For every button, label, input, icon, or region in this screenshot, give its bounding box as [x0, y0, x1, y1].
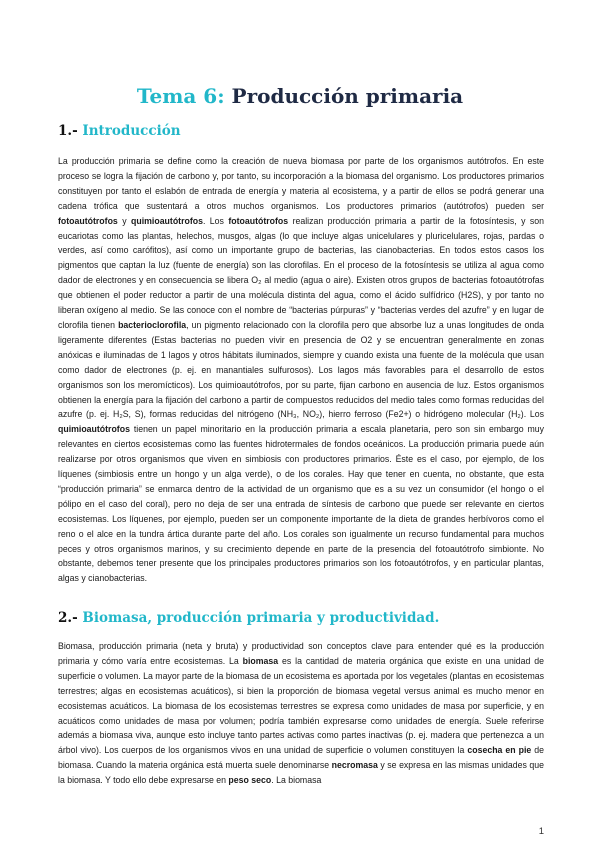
section-number: 2.-: [58, 610, 78, 626]
bold-term: bacterioclorofila: [118, 319, 187, 330]
section-number: 1.-: [58, 123, 78, 139]
title-prefix: Tema 6:: [136, 84, 225, 108]
section-title: Introducción: [82, 123, 181, 139]
section-heading-biomasa: [58, 610, 439, 626]
bold-term: fotoautótrofos: [228, 215, 289, 226]
bold-term: quimioautótrofos: [58, 424, 130, 435]
section-heading-introduccion: [58, 123, 181, 139]
paragraph-biomasa: Biomasa, producción primaria (neta y bruta) y productividad son conceptos clave para entender qué es la producción primaria y cómo varía entre ecosistemas. La biomasa es la cantidad de materia orgánica que existe en una unidad de superficie o volumen. La mayor parte de la biomasa de un ecosistema es aportada por los vegetales (plantas en ecosistemas terrestres; algas en ecosistemas acuáticos), si bien la proporción de biomasa vegetal versus animal es mucho menor en ecosistemas acuáticos. La biomasa de los ecosistemas terrestres se expresa como unidades de masa por superficie, y en acuáticos como unidades de masa por volumen; podría también expresarse como unidades de energía. Suele referirse además a biomasa viva, aunque esto incluye tanto partes activas como partes inactivas (p. ej. madera que pertenezca a un árbol vivo). Los cuerpos de los organismos vivos en una unidad de superficie o volumen constituyen la cosecha en pie de biomasa. Cuando la materia orgánica está muerta suele denominarse necromasa y se expresa en las mismas unidades que la biomasa. Y todo ello debe expresarse en peso seco. La biomasa: [58, 641, 544, 786]
bold-term: peso seco: [228, 775, 272, 786]
page-number: 1: [538, 826, 544, 837]
bold-term: quimioautótrofos: [131, 215, 203, 226]
bold-term: fotoautótrofos: [58, 215, 118, 226]
page-title: [0, 84, 600, 108]
bold-term: necromasa: [331, 760, 378, 771]
bold-term: cosecha en pie: [467, 745, 532, 756]
section-title: Biomasa, producción primaria y productividad.: [82, 610, 440, 626]
title-main: Producción primaria: [231, 84, 464, 108]
bold-term: biomasa: [242, 655, 279, 666]
paragraph-introduccion: La producción primaria se define como la creación de nueva biomasa por parte de los organismos autótrofos. En este proceso se logra la fijación de carbono y, por tanto, su incorporación a la biomasa del organismo. Los productores primarios constituyen por tanto el eslabón de entrada de energía y materia al ecosistema, y a partir de ellos se podrá generar una cadena trófica que sustentará a otros muchos organismos. Los productores primarios (autótrofos) pueden ser fotoautótrofos y quimioautótrofos. Los fotoautótrofos realizan producción primaria a partir de la fotosíntesis, y son eucariotas como las plantas, helechos, musgos, algas (lo que incluye algas unicelulares y pluricelulares, rojas, pardas o verdes, así como caróﬁtos), así como un importante grupo de bacterias, las cianobacterias. En todos estos casos los pigmentos que captan la luz (fuente de energía) son las clorofilas. En el proceso de la fotosíntesis se utiliza al agua como dador de electrones y en consecuencia se libera O₂ al medio (agua o aire). Existen otros grupos de bacterias fotoautótrofas que obtienen el poder reductor a partir de una molécula distinta del agua, como el ácido sulfídrico (H2S), y por tanto no liberan oxígeno al medio. Se las conoce con el nombre de “bacterias púrpuras” y “bacterias verdes del azufre” y en lugar de clorofila tienen bacterioclorofila, un pigmento relacionado con la clorofila pero que absorbe luz a unas longitudes de onda ligeramente diferentes (Estas bacterias no pueden vivir en presencia de O2 y se encuentran generalmente en zonas anóxicas e iluminadas de 1 lagos y otros hábitats iluminados, siempre y cuando exista una fuente de la molécula que usan como dador de electrones (p. ej. en manantiales sulfurosos). Los lagos más favorables para el desarrollo de estos organismos son los meromícticos). Los quimioautótrofos, por su parte, fijan carbono en ausencia de luz. Estos organismos obtienen la energía para la fijación del carbono a partir de compuestos reducidos del medio tales como formas reducidas del azufre (p. ej. H₂S, S), formas reducidas del nitrógeno (NH₃, NO₂), hierro ferroso (Fe2+) o hidrógeno molecular (H₂). Los quimioautótrofos tienen un papel minoritario en la producción primaria a escala planetaria, pero son sin embargo muy relevantes en ciertos ecosistemas como las fuentes hidrotermales de fondos oceánicos. La producción primaria puede aún realizarse por otros organismos que viven en simbiosis con productores primarios. Éste es el caso, por ejemplo, de los líquenes (simbiosis entre un hongo y un alga verde), o de los corales. Hay que tener en cuenta, no obstante, que esta “producción primaria” se enmarca dentro de la actividad de un organismo que es a su vez un consumidor (el hongo o el pólipo en el caso del coral), pero no deja de ser una entrada de síntesis de carbono que puede ser relevante en ciertos ecosistemas. Los líquenes, por ejemplo, pueden ser un componente importante de la dieta de grandes herbívoros como el reno o el alce en la tundra ártica durante parte del año. Los corales son igualmente un recurso fundamental para muchos peces y otros organismos marinos, y su crecimiento depende en parte de la presencia del fotoautótrofo simbionte. No obstante, debemos tener presente que los principales productores primarios son los fotoautótrofos, y en particular plantas, algas y cianobacterias.: [58, 156, 544, 584]
